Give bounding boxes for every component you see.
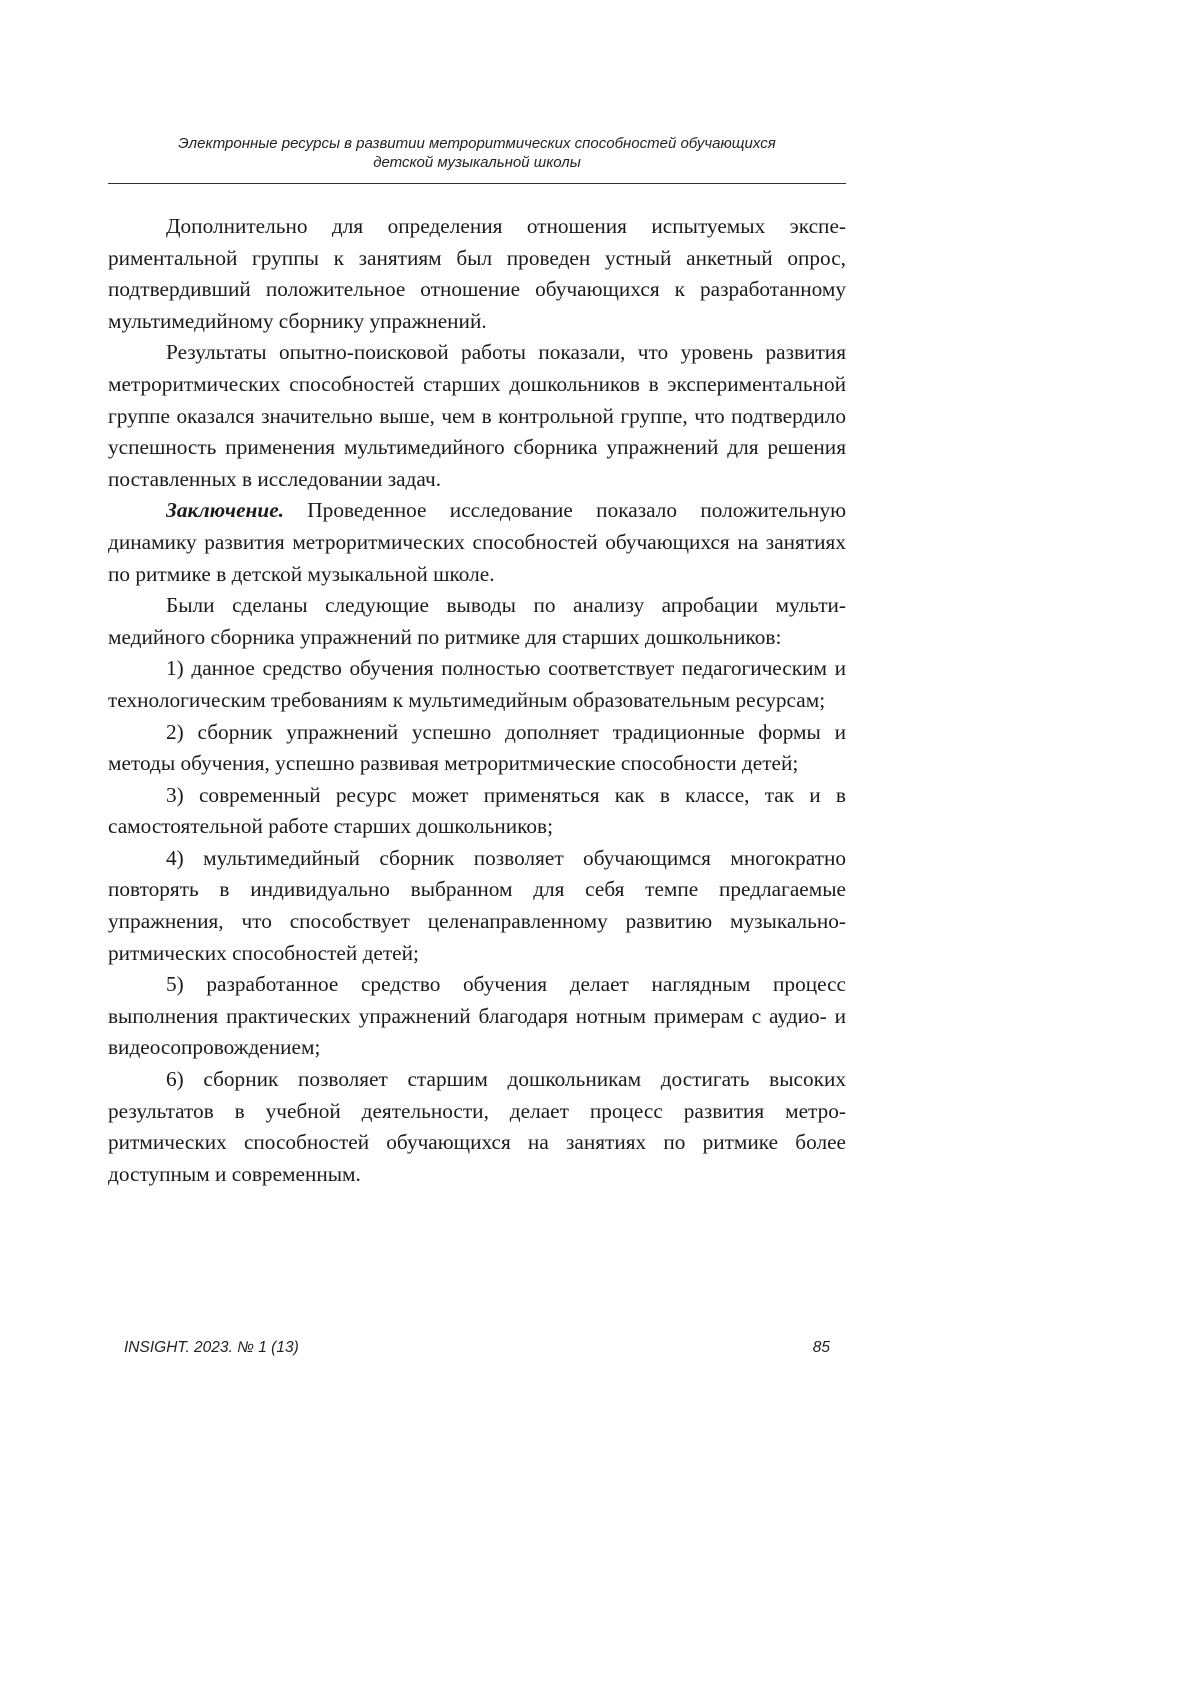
list-item-text: 4) мультимедийный сборник позволяет обучающимся многократно повторять в индивидуально выбранном для себя темпе предлагаемые упражнения, что способствует целенаправленному развитию музыкально-ритмических способностей детей; [108, 845, 846, 965]
running-header-line-1: Электронные ресурсы в развитии метроритмических способностей обучающихся [178, 135, 776, 152]
list-item-text: 6) сборник позволяет старшим дошкольникам достигать высоких результатов в учебной деятельности, делает процесс развития метроритмических способностей обучающихся на занятиях по ритмике более доступным и современным. [108, 1067, 846, 1186]
conclusion-paragraph [108, 495, 846, 590]
list-item-text: 3) современный ресурс может применяться как в классе, так и в самостоятельной работе старших дошкольников; [108, 782, 846, 839]
list-item [108, 653, 846, 716]
paragraph [108, 211, 846, 337]
paragraph [108, 590, 846, 653]
paragraph-text: Результаты опытно-поисковой работы показали, что уровень развития метроритмических способностей старших дошкольников в экспериментальной группе оказался значительно выше, чем в контрольной группе, что подтвердило успешность применения мультимедийного сборника упражнений для решения поставленных в исследовании задач. [108, 340, 846, 491]
list-item-text: 5) разработанное средство обучения делает наглядным процесс выполнения практических упражнений благодаря нотным примерам с аудио- и видеосопровождением; [108, 972, 846, 1060]
article-body [108, 211, 846, 1190]
page-number: 85 [812, 1339, 830, 1356]
header-divider [108, 183, 846, 184]
paragraph-text: Были сделаны следующие выводы по анализу апробации мультимедийного сборника упражнений по ритмике для старших дошкольников: [108, 593, 846, 649]
conclusion-heading: Заключение. [166, 498, 284, 523]
journal-citation: INSIGHT. 2023. № 1 (13) [124, 1339, 299, 1356]
list-item-text: 1) данное средство обучения полностью соответствует педагогическим и технологическим требованиям к мультимедийным образовательным ресурсам; [108, 656, 846, 712]
running-footer [124, 1339, 830, 1357]
list-item [108, 1064, 846, 1190]
list-item-text: 2) сборник упражнений успешно дополняет традиционные формы и методы обучения, успешно развивая метроритмические способности детей; [108, 719, 846, 776]
running-header-line-2: детской музыкальной школы [373, 154, 581, 171]
paragraph-text: Дополнительно для определения отношения испытуемых экспериментальной группы к занятиям был проведен устный анкетный опрос, подтвердивший положительное отношение обучающихся к разработанному мультимедийному сборнику упражнений. [108, 214, 846, 333]
paragraph-text: Проведенное исследование показало положительную динамику развития метроритмических способностей обучающихся на занятиях по ритмике в детской музыкальной школе. [108, 498, 846, 586]
list-item [108, 843, 846, 969]
running-header [108, 134, 846, 172]
list-item [108, 780, 846, 843]
paragraph [108, 337, 846, 495]
list-item [108, 717, 846, 780]
list-item [108, 969, 846, 1064]
